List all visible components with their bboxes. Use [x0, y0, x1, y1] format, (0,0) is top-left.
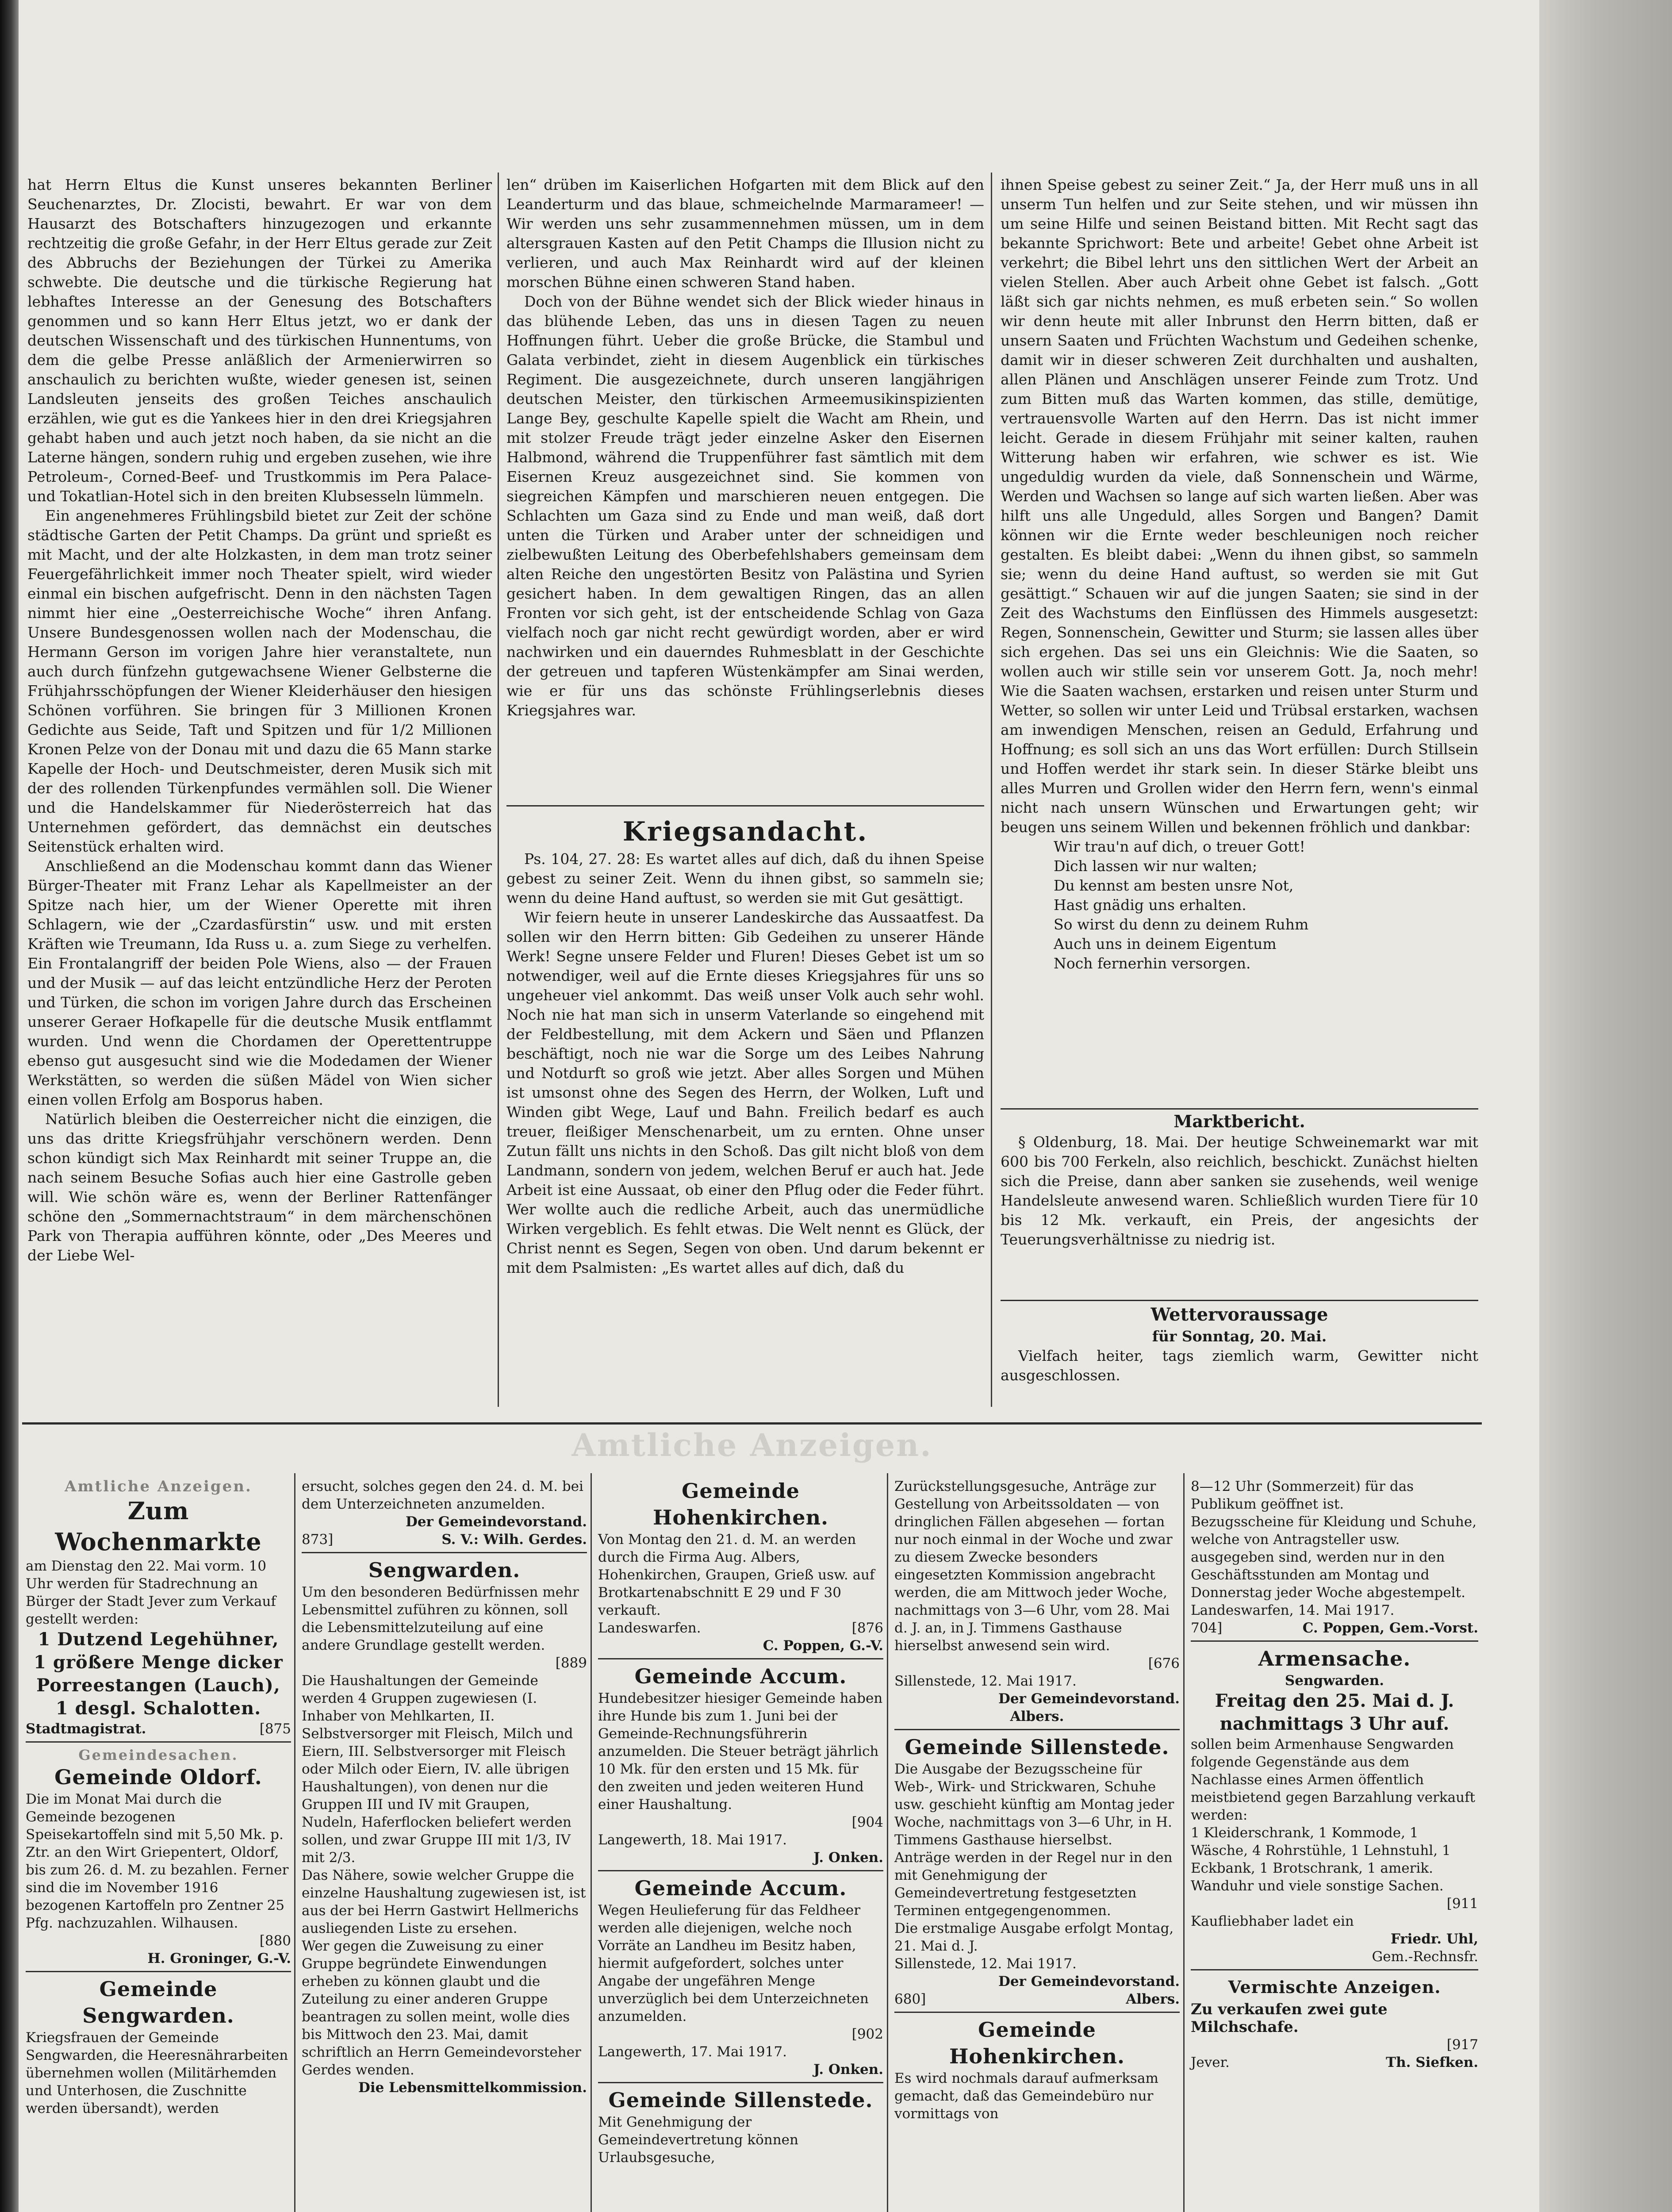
ad-number: 873]	[302, 1532, 334, 1548]
ad-sign: Friedr. Uhl,	[1390, 1931, 1478, 1947]
sengwarden-title: Gemeinde Sengwarden.	[82, 1977, 234, 2028]
paragraph: Natürlich bleiben die Oesterreicher nicht die einzigen, die uns das dritte Kriegsfrühjahr verschönern werden. Denn schon kündigt sich Max Reinhardt mit seiner Truppe an, die nach seinem Besuche Sofias auch hier eine Gastrolle geben will. Wie schön wäre es, wenn der Berliner Rattenfänger schöne den „Sommernachtstraum“ in dem märchenschönen Park von Therapia aufführen könnte, oder „Des Meeres und der Liebe Wel-	[27, 1110, 492, 1264]
ad-sign: Stadtmagistrat.	[26, 1721, 146, 1737]
ad-sign: J. Onken.	[813, 2062, 883, 2078]
sengwarden-heading: Sengwarden.	[368, 1558, 521, 1582]
ad-signature	[302, 1531, 587, 1548]
ad-place: Jever.	[1191, 2055, 1230, 2070]
ad-number: [911	[1446, 1896, 1478, 1912]
ad-signature	[894, 1990, 1180, 2008]
vermischte-title: Vermischte Anzeigen.	[1228, 1977, 1441, 1997]
book-edge-right	[1539, 0, 1672, 2212]
paragraph: § Oldenburg, 18. Mai. Der heutige Schweinemarkt war mit 600 bis 700 Ferkeln, also reichlich, beschickt. Zunächst hielten sich die Preise, dann aber sanken sie zusehends, weil wenige Handelsleute anwesend waren. Schließlich wurden Tiere für 10 bis 12 Mk. verkauft, ein Preis, der angesichts der Teuerungsverhältnisse zu niedrig ist.	[1001, 1133, 1478, 1248]
ad-number: [676	[1148, 1655, 1180, 1671]
ad-place: Sillenstede, 12. Mai 1917.	[894, 1673, 1077, 1689]
poem-line: So wirst du denn zu deinem Ruhm	[1054, 916, 1309, 933]
accum-title: Gemeinde Accum.	[634, 1876, 847, 1900]
ad-separator	[1191, 1640, 1478, 1642]
wetter-section	[1001, 1303, 1478, 1385]
ad-text: 1 Kleiderschrank, 1 Kommode, 1 Wäsche, 4 Rohrstühle, 1 Lehnstuhl, 1 Eckbank, 1 Brotschrank, 1 amerik. Wanduhr und viele sonstige Sachen.	[1191, 1825, 1451, 1894]
ad-text: am Dienstag den 22. Mai vorm. 10 Uhr werden für Stadrechnung an Bürger der Stadt Jever zum Verkauf gestellt werden:	[26, 1558, 276, 1627]
ad-separator	[1191, 1969, 1478, 1970]
ad-text: Kaufliebhaber ladet ein	[1191, 1913, 1354, 1929]
hohenkirchen-title: Gemeinde Hohenkirchen.	[949, 2018, 1125, 2068]
ad-sign: H. Groninger, G.-V.	[147, 1951, 291, 1966]
ad-separator	[894, 1729, 1180, 1730]
ad-number: [875	[259, 1721, 291, 1737]
ad-column-3	[598, 1478, 883, 2166]
paragraph: Wir feiern heute in unserer Landeskirche das Aussaatfest. Da sollen wir den Herrn bitten: Gib Gedeihen zu unserer Hände Werk! Segne unsere Felder und Fluren! Dieses Gebet ist um so notwendiger, weil auf die Ernte dieses Kriegsjahres für uns so ungeheuer viel ankommt. Das weiß unser Volk auch sehr wohl. Noch nie hat man sich in unserm Vaterlande so eingehend mit der Feldbestellung, mit dem Ackern und Säen und Pflanzen beschäftigt, noch nie war die Sorge um des Leibes Nahrung und Notdurft so groß wie jetzt. Aber alles Sorgen und Mühen ist umsonst ohne des Segen des Herrn, der Wolken, Luft und Winden gibt Wege, Lauf und Bahn. Freilich bedarf es auch treuer, fleißiger Menschenarbeit, um zu ernten. Ohne unser Zutun fällt uns nichts in den Schoß. Das gilt nicht bloß von dem Landmann, sondern von jedem, welchen Beruf er auch hat. Jede Arbeit ist eine Aussaat, ob einer den Pflug oder die Feder führt. Wer wollte auch die redliche Arbeit, auch das unermüdliche Wirken vergeblich. Es fehlt etwas. Die Welt nennt es Glück, der Christ nennt es Segen, Segen von oben. Und darum bekennt er mit dem Psalmisten: „Es wartet alles auf dich, daß du	[506, 909, 984, 1276]
article-column-3	[1001, 175, 1478, 973]
ad-number: [889	[555, 1655, 587, 1671]
ad-text: Von Montag den 21. d. M. an werden durch die Firma Aug. Albers, Hohenkirchen, Graupen, Grieß usw. auf Brotkartenabschnitt E 29 und F 30 verkauft.	[598, 1532, 875, 1618]
ad-signature	[1191, 1619, 1478, 1637]
book-binding-left	[0, 0, 19, 2212]
psalm-quote: Ps. 104, 27. 28: Es wartet alles auf dich, daß du ihnen Speise gebest zu seiner Zeit. Wenn du ihnen gibst, so sammeln sie; wenn du deine Hand auftust, so werden sie mit Gut gesättigt.	[506, 850, 984, 906]
ad-column-1	[26, 1478, 291, 2117]
ad-number: [880	[259, 1933, 291, 1949]
ad-signature	[26, 1720, 291, 1738]
ads-divider	[22, 1422, 1482, 1425]
ad-sign: Gem.-Rechnsfr.	[1372, 1949, 1478, 1965]
ad-sign: Der Gemeindevorstand.	[998, 1691, 1180, 1707]
ad-text: Das Nähere, sowie welcher Gruppe die einzelne Haushaltung zugewiesen ist, ist aus der bei Herrn Gastwirt Hellmerichs ausliegenden Liste zu ersehen.	[302, 1867, 586, 1936]
paragraph: Anschließend an die Modenschau kommt dann das Wiener Bürger-Theater mit Franz Lehar als Kapellmeister an der Spitze nach hier, um der Wiener Operette mit ihren Schlagern, wie der „Czardasfürstin“ usw. und mit ersten Kräften wie Treumann, Ida Russ u. a. zum Siege zu verhelfen. Ein Frontalangriff der beiden Pole Wiens, also — der Frauen und der Musik — auf das leicht entzündliche Herz der Peroten und Türken, die schon im vorigen Jahre durch das Erscheinen unserer Geraer Hofkapelle für die deutsche Musik entflammt wurden. Und wenn die Chordamen der Operettentruppe ebenso gut ausgesucht sind wie die Modedamen der Wiener Werkstätten, so werden die süßen Mädel von Wien sicher einen vollen Erfolg am Bosporus haben.	[27, 857, 492, 1108]
ad-number: [876	[851, 1620, 883, 1636]
sillenstede-title: Gemeinde Sillenstede.	[905, 1735, 1170, 1759]
hohenkirchen-title: Gemeinde Hohenkirchen.	[652, 1479, 829, 1529]
ad-subtitle: Sengwarden.	[1285, 1673, 1384, 1689]
poem-line: Hast gnädig uns erhalten.	[1054, 896, 1246, 914]
ad-separator	[598, 1658, 883, 1659]
ad-column-rule	[1183, 1473, 1185, 2212]
kriegsandacht-title: Kriegsandacht.	[622, 816, 868, 847]
ad-sign: J. Onken.	[813, 1850, 883, 1866]
poem-line: Auch uns in deinem Eigentum	[1054, 935, 1277, 952]
accum-title: Gemeinde Accum.	[634, 1664, 847, 1688]
ad-number: 680]	[894, 1991, 926, 2007]
ad-separator	[598, 1870, 883, 1871]
marktbericht-section	[1001, 1110, 1478, 1249]
ad-number: [904	[851, 1814, 883, 1830]
ad-number: 704]	[1191, 1620, 1223, 1636]
armensache-title: Armensache.	[1258, 1647, 1411, 1671]
ad-sign: C. Poppen, Gem.-Vorst.	[1302, 1620, 1478, 1636]
column-rule	[498, 173, 499, 1407]
ad-text: Wer gegen die Zuweisung zu einer Gruppe begründete Einwendungen erheben zu können glaubt und die Zuteilung zu einer anderen Gruppe beantragen zu sollen meint, wolle dies bis Mittwoch den 23. Mai, damit schriftlich an Herrn Gemeindevorsteher Gerdes wenden.	[302, 1938, 581, 2078]
ad-number: [902	[851, 2026, 883, 2042]
ad-sign: Th. Siefken.	[1386, 2055, 1478, 2070]
ad-column-rule	[294, 1473, 295, 2212]
ad-separator	[26, 1741, 291, 1743]
ad-text: Anträge werden in der Regel nur in den mit Genehmigung der Gemeindevertretung festgesetzten Terminen entgegengenommen.	[894, 1850, 1173, 1919]
gemeindesachen-heading: Gemeindesachen.	[78, 1747, 238, 1763]
column-rule	[991, 173, 992, 1407]
ad-date-heading: Freitag den 25. Mai d. J. nachmittags 3 Uhr auf.	[1215, 1690, 1454, 1734]
ad-place: Langewerth, 18. Mai 1917.	[598, 1832, 787, 1848]
amtliche-heading: Amtliche Anzeigen.	[65, 1478, 252, 1495]
article-column-1	[27, 175, 492, 1265]
poem-line: Noch fernerhin versorgen.	[1054, 955, 1251, 972]
ad-item: 1 desgl. Schalotten.	[55, 1698, 261, 1719]
poem-line: Du kennst am besten unsre Not,	[1054, 877, 1294, 894]
ad-sign: C. Poppen, G.-V.	[763, 1638, 883, 1654]
paragraph: len“ drüben im Kaiserlichen Hofgarten mit dem Blick auf den Leanderturm und das blaue, schmeichelnde Marmarameer! — Wir werden uns sehr zusammennehmen müssen, um in dem altersgrauen Kasten auf den Petit Champs die Illusion nicht zu verlieren, und auch Max Reinhardt wird auf der kleinen morschen Bühne einen schweren Stand haben.	[506, 176, 984, 291]
ad-column-4	[894, 1478, 1180, 2123]
ad-separator	[598, 2082, 883, 2083]
sillenstede-title: Gemeinde Sillenstede.	[608, 2088, 873, 2112]
poem-line: Dich lassen wir nur walten;	[1054, 857, 1258, 875]
ad-text: Es wird nochmals darauf aufmerksam gemacht, daß das Gemeindebüro nur vormittags von	[894, 2070, 1158, 2122]
paragraph: Vielfach heiter, tags ziemlich warm, Gewitter nicht ausgeschlossen.	[1001, 1347, 1478, 1384]
ad-text: Um den besonderen Bedürfnissen mehr Lebensmittel zuführen zu können, soll die Lebensmittelzuteilung auf eine andere Grundlage gestellt werden.	[302, 1584, 579, 1653]
ad-text: Wegen Heulieferung für das Feldheer werden alle diejenigen, welche noch Vorräte an Landheu im Besitz haben, hiermit aufgefordert, solches unter Angabe der ungefähren Menge unverzüglich bei dem Unterzeichneten anzumelden.	[598, 1902, 869, 2024]
ad-text: Die erstmalige Ausgabe erfolgt Montag, 21. Mai d. J.	[894, 1920, 1174, 1954]
ad-sign: Albers.	[1010, 1709, 1064, 1724]
paragraph: ihnen Speise gebest zu seiner Zeit.“ Ja, der Herr muß uns in all unserm Tun helfen und zur Seite stehen, und wir müssen ihn um seine Hilfe und seinen Beistand bitten. Mit Recht sagt das bekannte Sprichwort: Bete und arbeite! Gebet ohne Arbeit ist verkehrt; die Bibel lehrt uns den sittlichen Wert der Arbeit an vielen Stellen. Aber auch Arbeit ohne Gebet ist falsch. „Gott läßt sich gar nichts nehmen, es muß erbeten sein.“ So wollen wir denn heute mit aller Inbrunst den Herrn bitten, daß er unsern Saaten und Früchten Wachstum und Gedeihen schenke, damit wir in dieser schweren Zeit durchhalten und aushalten, allen Plänen und Anschlägen unserer Feinde zum Trotz. Und zum Bitten muß das Warten kommen, das stille, demütige, vertrauensvolle Warten auf den Herrn. Das ist nicht immer leicht. Gerade in diesem Frühjahr mit seiner kalten, rauhen Witterung haben wir erfahren, wie schwer es ist. Wie ungeduldig wurden da viele, daß Sonnenschein und Wärme, Werden und Wachsen so lange auf sich warten ließen. Aber was hilft uns alle Ungeduld, alles Sorgen und Bangen? Damit können wir die Ernte weder beschleunigen noch reicher gestalten. Es bleibt dabei: „Wenn du ihnen gibst, so sammeln sie; wenn du deine Hand auftust, so werden sie mit Gut gesättigt.“ Schauen wir auf die jungen Saaten; sie sind in der Zeit des Wachstums den Einflüssen des Himmels ausgesetzt: Regen, Sonnenschein, Gewitter und Sturm; sie lassen alles über sich ergehen. Das sei uns ein Gleichnis: Wie die Saaten, so wollen auch wir stille sein vor unserem Gott. Ja, noch mehr! Wie die Saaten wachsen, erstarken und reisen unter Sturm und Wetter, so sollen wir unter Leid und Trübsal erstarken, wachsen am inwendigen Menschen, reisen an Geduld, Erfahrung und Hoffnung; es soll sich an uns das Wort erfüllen: Durch Stillsein und Hoffen werdet ihr stark sein. In dieser Stärke bleibt uns alles Murren und Grollen wider den Herrn fern, wenn's einmal nicht nach unsern Wünschen und Erwartungen geht; wir beugen uns seinem Willen und bekennen fröhlich und dankbar:	[1001, 176, 1478, 836]
wetter-title: Wettervoraussage	[1150, 1304, 1328, 1325]
ad-column-5	[1191, 1478, 1478, 2071]
ad-text: sollen beim Armenhause Sengwarden folgende Gegenstände aus dem Nachlasse eines Armen öffentlich meistbietend gegen Barzahlung verkauft werden:	[1191, 1736, 1476, 1823]
wetter-subtitle: für Sonntag, 20. Mai.	[1152, 1328, 1327, 1345]
ad-place: Langewerth, 17. Mai 1917.	[598, 2044, 787, 2060]
ad-text: Kriegsfrauen der Gemeinde Sengwarden, die Heeresnährarbeiten übernehmen wollen (Militärhemden und Unterhosen, die Zuschnitte werden übersandt), werden	[26, 2030, 288, 2116]
paragraph: Doch von der Bühne wendet sich der Blick wieder hinaus in das blühende Leben, das uns in diesen Tagen zu neuen Hoffnungen führt. Ueber die große Brücke, die Stambul und Galata verbindet, zieht in diesem Augenblick ein türkisches Regiment. Die ausgezeichnete, durch unseren langjährigen deutschen Meister, den türkischen Armeemusikinspizienten Lange Bey, geschulte Kapelle spielt die Wacht am Rhein, und mit stolzer Freude trägt jeder einzelne Asker den Eisernen Halbmond, während die Truppenführer fast sämtlich mit dem Eisernen Kreuz ausgezeichnet sind. Sie kommen von siegreichen Kämpfen und marschieren neuen entgegen. Die Schlachten um Gaza sind zu Ende und man weiß, daß dort unten die Türken und Araber unter der schneidigen und zielbewußten Leitung des Oberbefehlshabers gemeinsam dem alten Reiche den ungestörten Besitz von Palästina und Syrien gesichert haben. In dem gewaltigen Ringen, das an allen Fronten vor sich geht, ist der entscheidende Schlag von Gaza vielfach noch gar nicht recht gewürdigt worden, aber er wird nachwirken und ein dauerndes Ruhmesblatt in der Geschichte der getreuen und tapferen Wüstenkämpfer am Sinai werden, wie er für uns das schönste Frühlingserlebnis dieses Kriegsjahres war.	[506, 293, 984, 719]
ad-column-2	[302, 1478, 587, 2097]
paragraph: hat Herrn Eltus die Kunst unseres bekannten Berliner Seuchenarztes, Dr. Zlocisti, bewahrt. Er war von dem Hausarzt des Botschafters hinzugezogen und erkannte rechtzeitig die große Gefahr, in der Herr Eltus gerade zur Zeit des Abbruchs der Beziehungen der Türkei zu Amerika schwebte. Die deutsche und die türkische Regierung hat lebhaftes Interesse an der Genesung des Botschafters genommen und so kann Herr Eltus jetzt, wo er dank der deutschen Wissenschaft und des türkischen Hunnentums, von dem die gelbe Presse anläßlich der Armenierwirren so anschaulich zu berichten wußte, wieder genesen ist, seinen Landsleuten jenseits des großen Teiches anschaulich erzählen, wie gut es die Yankees hier in den drei Kriegsjahren gehabt haben und auch jetzt noch haben, da sie nicht an die Laterne hängen, sondern ruhig und ergeben zusehen, wie ihre Petroleum-, Corned-Beef- und Trustkommis im Pera Palace- und Tokatlian-Hotel sich in den breiten Klubsesseln lümmeln.	[27, 176, 492, 505]
ad-text: Zurückstellungsgesuche, Anträge zur Gestellung von Arbeitssoldaten — von dringlichen Fällen abgesehen — fortan nur noch einmal in der Woche und zwar zu diesem Zwecke besonders eingesetzten Kommission angebracht werden, die am Mittwoch jeder Woche, nachmittags von 3—6 Uhr, vom 28. Mai d. J. an, in J. Timmens Gasthause hierselbst anwesend sein wird.	[894, 1479, 1173, 1654]
paragraph: Ein angenehmeres Frühlingsbild bietet zur Zeit der schöne städtische Garten der Petit Champs. Da grünt und sprießt es mit Macht, und der alte Holzkasten, in dem man trotz seiner Feuergefährlichkeit immer noch Theater spielt, wird wieder einmal ein bischen aufgefrischt. Denn in den nächsten Tagen nimmt hier eine „Oesterreichische Woche“ ihren Anfang. Unsere Bundesgenossen wollen nach der Modenschau, die Hermann Gerson im vorigen Jahre hier veranstaltete, nun auch durch fünfzehn gutgewachsene Wiener Gelbsterne die Frühjahrsschöpfungen der Wiener Kleiderhäuser den hiesigen Schönen vorführen. Sie bringen für 3 Millionen Kronen Gedichte aus Seide, Taft und Spitzen und für 1/2 Millionen Kronen Pelze von der Donau mit und dazu die 65 Mann starke Kapelle der Hoch- und Deutschmeister, deren Musik sich mit der des rollenden Türkenpfundes vermählen soll. Die Wiener und die Handelskammer für Niederösterreich hat das Unternehmen gefördert, das demnächst ein deutsches Seitenstück erhalten wird.	[27, 507, 492, 855]
ad-item: 1 Dutzend Legehühner,	[38, 1629, 279, 1650]
section-rule	[506, 805, 984, 806]
ad-number: [917	[1446, 2037, 1478, 2053]
ad-text: 8—12 Uhr (Sommerzeit) für das Publikum geöffnet ist.	[1191, 1479, 1414, 1512]
ad-signature	[1191, 2054, 1478, 2071]
ad-place: Landeswarfen, 14. Mai 1917.	[1191, 1602, 1395, 1618]
ad-separator	[894, 2012, 1180, 2013]
section-rule	[1001, 1108, 1478, 1110]
ad-text: Die Haushaltungen der Gemeinde werden 4 Gruppen zugewiesen (I. Inhaber von Mehlkarten, II. Selbstversorger mit Fleisch, Milch und Eiern, III. Selbstversorger mit Fleisch oder Milch oder Eiern, IV. alle übrigen Haushaltungen), von denen nur die Gruppen III und IV mit Graupen, Nudeln, Haferflocken beliefert werden sollen, und zwar Gruppe III mit 1/3, IV mit 2/3.	[302, 1673, 573, 1866]
ad-sign: Der Gemeindevorstand.	[998, 1974, 1180, 1989]
ad-sign: Die Lebensmittelkommission.	[358, 2080, 587, 2096]
ad-signature	[598, 1619, 883, 1637]
ad-place: Sillenstede, 12. Mai 1917.	[894, 1956, 1077, 1972]
faded-header-print: Amtliche Anzeigen.	[571, 1427, 932, 1463]
poem-line: Wir trau'n auf dich, o treuer Gott!	[1054, 838, 1305, 855]
ad-text: Mit Genehmigung der Gemeindevertretung können Urlaubsgesuche,	[598, 2114, 798, 2166]
section-rule	[1001, 1300, 1478, 1301]
ad-text: Zu verkaufen zwei gute Milchschafe.	[1191, 2001, 1388, 2036]
ad-text: Die Ausgabe der Bezugsscheine für Web-, Wirk- und Strickwaren, Schuhe usw. geschieht künftig am Montag jeder Woche, nachmittags von 3—6 Uhr, in H. Timmens Gasthause hierselbst.	[894, 1761, 1174, 1848]
ad-separator	[26, 1971, 291, 1972]
article-column-2	[506, 175, 984, 720]
ad-place: Landeswarfen.	[598, 1620, 701, 1636]
ad-sign: Albers.	[1126, 1991, 1180, 2007]
kriegsandacht-section	[506, 814, 984, 1278]
ad-text: Die im Monat Mai durch die Gemeinde bezogenen Speisekartoffeln sind mit 5,50 Mk. p. Ztr. an den Wirt Griepentert, Oldorf, bis zum 26. d. M. zu bezahlen. Ferner sind die im November 1916 bezogenen Kartoffeln pro Zentner 25 Pfg. nachzuzahlen. Wilhausen.	[26, 1791, 289, 1931]
oldorf-title: Gemeinde Oldorf.	[54, 1765, 262, 1789]
ad-column-rule	[887, 1473, 888, 2212]
ad-column-rule	[591, 1473, 592, 2212]
ad-item: 1 größere Menge dicker Porreestangen (Lauch),	[34, 1652, 283, 1696]
marktbericht-title: Marktbericht.	[1173, 1111, 1305, 1131]
wochenmarkt-title: Zum Wochenmarkte	[55, 1497, 262, 1556]
ad-text: ersucht, solches gegen den 24. d. M. bei dem Unterzeichneten anzumelden.	[302, 1479, 583, 1512]
ad-sign: S. V.: Wilh. Gerdes.	[441, 1532, 587, 1548]
ad-text: Bezugsscheine für Kleidung und Schuhe, welche von Antragsteller usw. ausgegeben sind, werden nur in den Geschäftsstunden am Montag und Donnerstag jeder Woche abgestempelt.	[1191, 1514, 1477, 1601]
ad-text: Hundebesitzer hiesiger Gemeinde haben ihre Hunde bis zum 1. Juni bei der Gemeinde-Rechnungsführerin anzumelden. Die Steuer beträgt jährlich 10 Mk. für den ersten und 15 Mk. für den zweiten und jeden weiteren Hund einer Haushaltung.	[598, 1690, 883, 1813]
ad-sign: Der Gemeindevorstand.	[405, 1514, 587, 1530]
ad-separator	[302, 1552, 587, 1553]
